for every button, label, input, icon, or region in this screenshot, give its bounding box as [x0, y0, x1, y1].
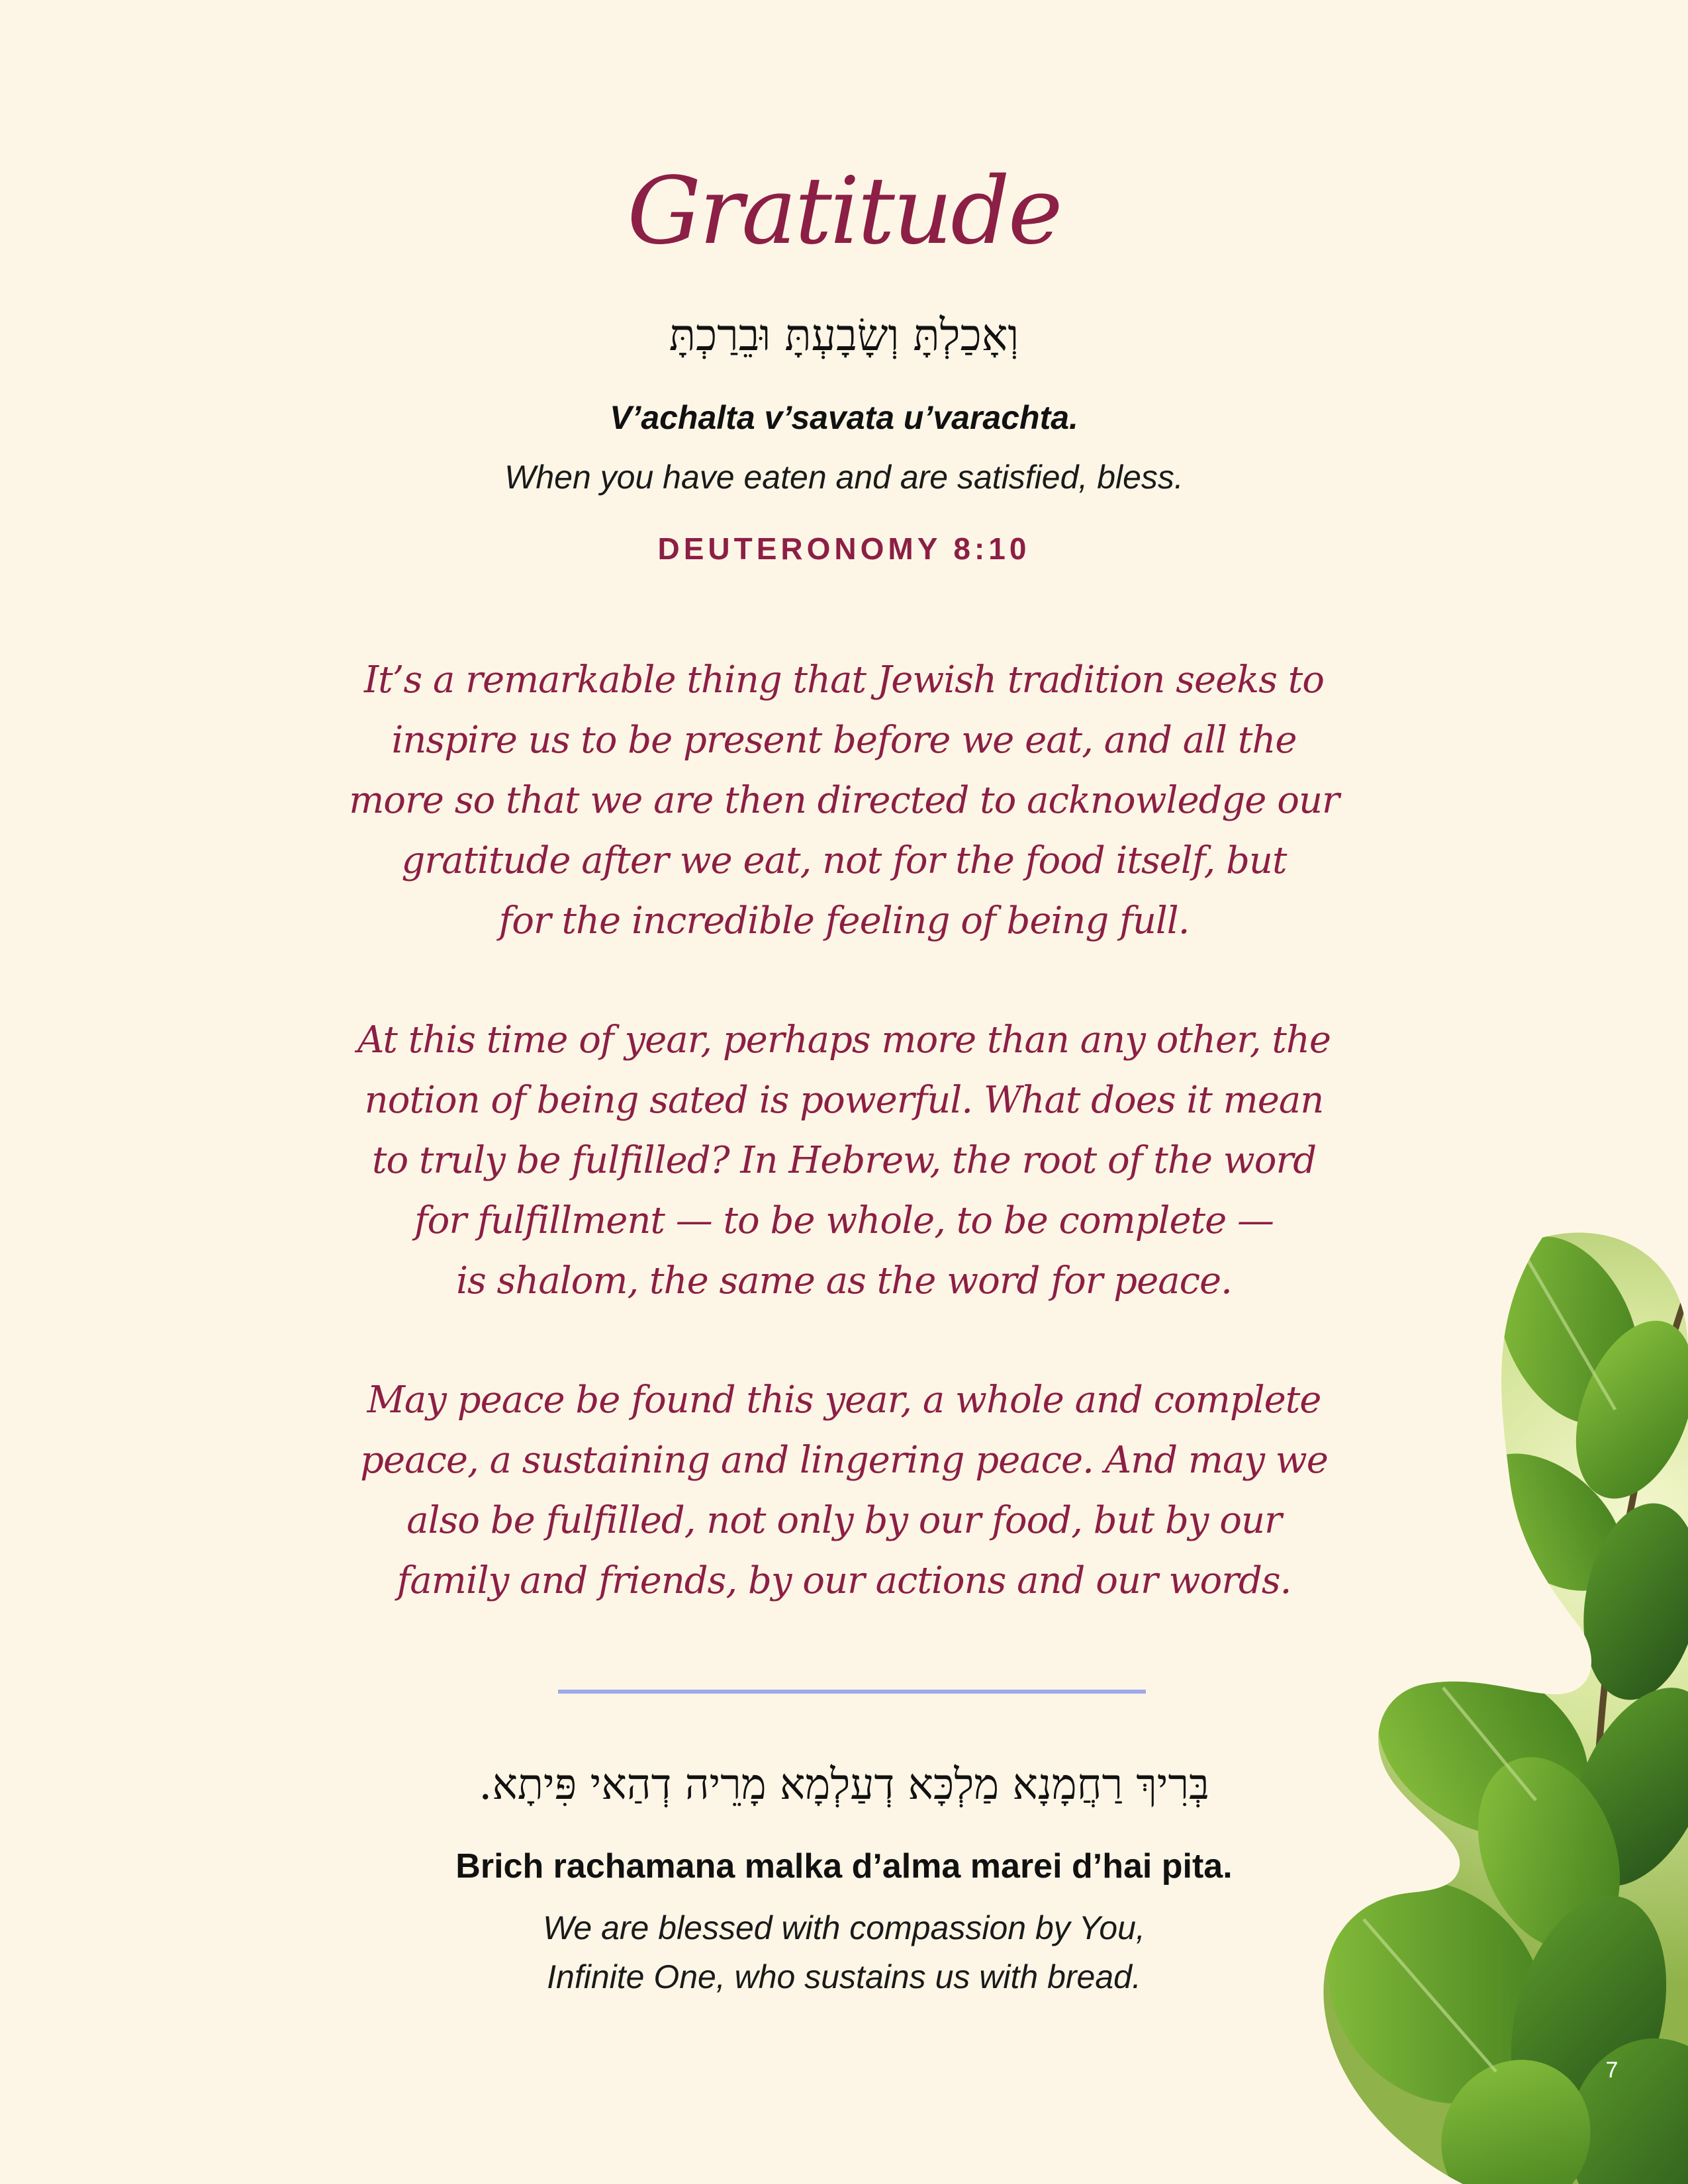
paragraph-line: It’s a remarkable thing that Jewish tradition seeks to	[364, 659, 1324, 702]
blessing-transliteration: Brich rachamana malka d’alma marei d’hai pita.	[455, 1847, 1233, 1886]
verse-transliteration: V’achalta v’savata u’varachta.	[610, 399, 1078, 436]
paragraph-line: peace, a sustaining and lingering peace. And may we	[360, 1439, 1328, 1482]
paragraph-line: is shalom, the same as the word for peace.	[456, 1259, 1232, 1302]
translation-line: Infinite One, who sustains us with bread.	[547, 1958, 1141, 1995]
body-paragraph-1	[0, 650, 1688, 951]
paragraph-line: for the incredible feeling of being full.	[498, 899, 1190, 942]
page-number: 7	[1605, 2058, 1618, 2083]
body-paragraph-3	[0, 1370, 1688, 1611]
paragraph-line: inspire us to be present before we eat, and all the	[391, 719, 1297, 762]
verse-source: DEUTERONOMY 8:10	[657, 531, 1031, 566]
paragraph-line: to truly be fulfilled? In Hebrew, the root of the word	[371, 1139, 1317, 1182]
paragraph-line: gratitude after we eat, not for the food itself, but	[401, 839, 1287, 882]
verse-translation: When you have eaten and are satisfied, bless.	[504, 459, 1184, 496]
body-paragraph-2	[0, 1010, 1688, 1311]
paragraph-line: notion of being sated is powerful. What does it mean	[364, 1079, 1324, 1122]
paragraph-line: May peace be found this year, a whole and complete	[367, 1379, 1321, 1422]
blessing-hebrew: בְּרִיךְ רַחֲמָנָא מַלְכָּא דְעַלְמָא מָרֵיה דְהַאי פִּיתָא.	[479, 1760, 1209, 1809]
blessing-translation	[0, 1903, 1688, 2001]
section-divider	[558, 1690, 1146, 1694]
paragraph-line: also be fulfilled, not only by our food, but by our	[406, 1499, 1282, 1542]
translation-line: We are blessed with compassion by You,	[543, 1909, 1145, 1946]
paragraph-line: more so that we are then directed to acknowledge our	[349, 779, 1339, 822]
verse-hebrew: וְאָכַלְתָּ וְשָׂבָעְתָּ וּבֵרַכְתָּ	[669, 310, 1019, 361]
page-title: Gratitude	[627, 158, 1061, 265]
paragraph-line: for fulfillment — to be whole, to be complete —	[414, 1199, 1274, 1242]
paragraph-line: At this time of year, perhaps more than any other, the	[357, 1019, 1331, 1062]
paragraph-line: family and friends, by our actions and our words.	[397, 1559, 1291, 1602]
